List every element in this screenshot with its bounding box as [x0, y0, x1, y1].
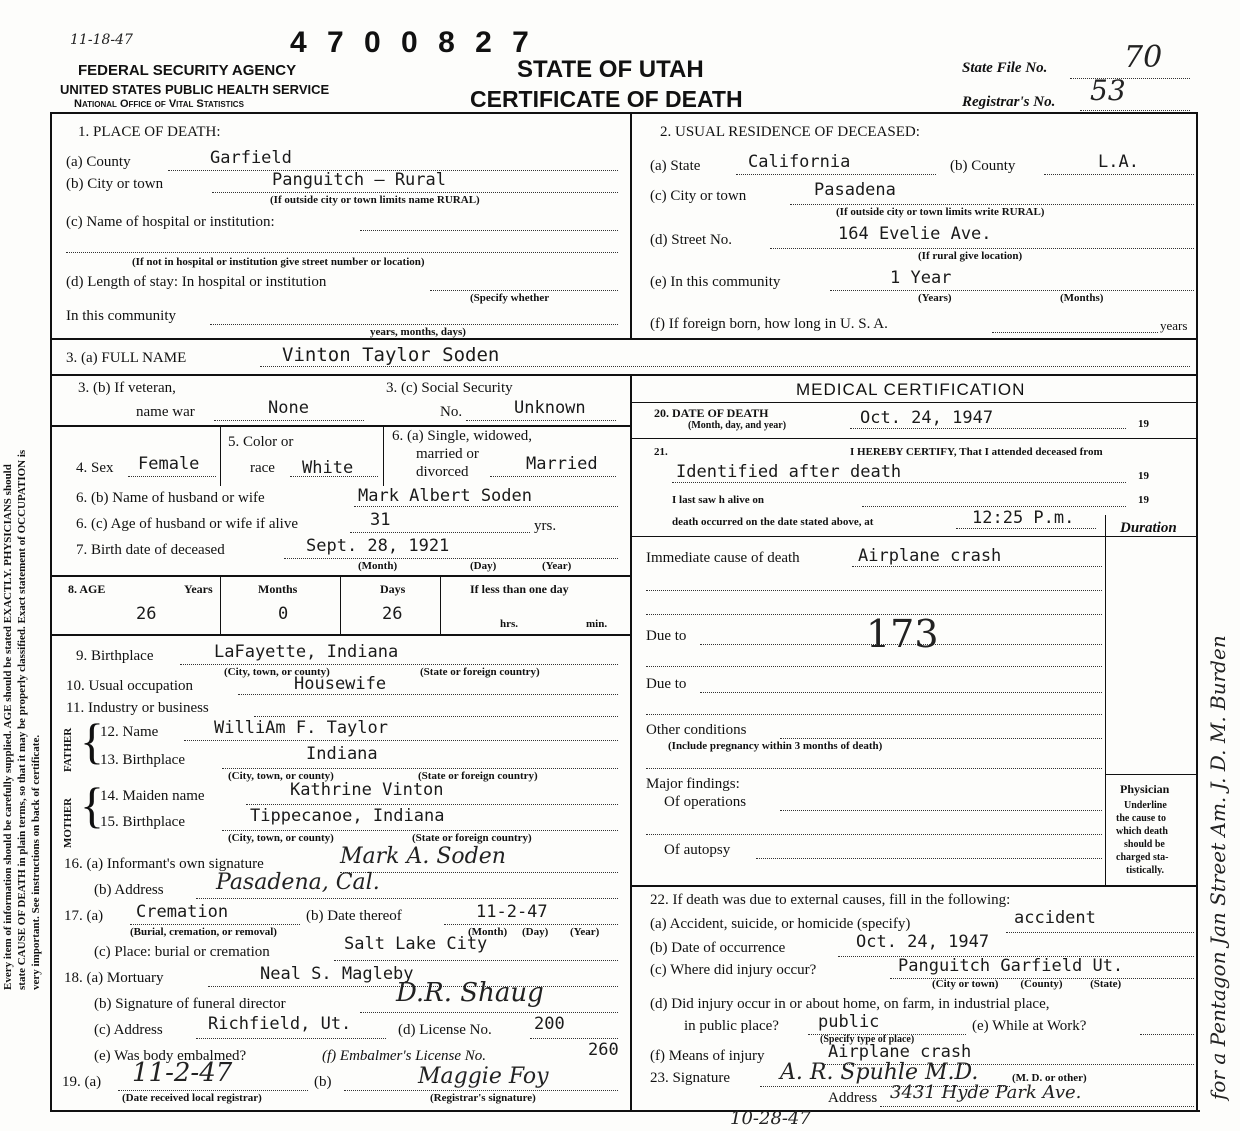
birthplace-label: 9. Birthplace [76, 648, 154, 664]
rule-age3 [440, 576, 441, 634]
rule-age1 [220, 576, 221, 634]
margin-instructions-2: state CAUSE OF DEATH in plain terms, so that it may be properly classified. Exact statement of OCCUPATION is [16, 449, 28, 990]
mother-birthplace-line [222, 830, 618, 831]
age-days-label: Days [380, 582, 406, 596]
hospital-line [360, 230, 618, 231]
father-side-label: FATHER [62, 727, 74, 772]
father-bp-city-note: (City, town, or county) [228, 770, 334, 782]
home-label: (d) Did injury occur in or about home, on farm, in industrial place, [650, 996, 1050, 1012]
medical-certification-title: MEDICAL CERTIFICATION [796, 380, 1026, 399]
hospital-label: (c) Name of hospital or institution: [66, 214, 275, 230]
mortuary-address-value: Richfield, Ut. [208, 1014, 352, 1034]
marital-label: 6. (a) Single, widowed, [392, 428, 532, 444]
age-years-label: Years [184, 582, 213, 596]
operations-line-2 [646, 834, 1102, 835]
last-saw-19: 19 [1138, 494, 1149, 506]
state-file-number: 70 [1124, 40, 1163, 75]
full-name-value: Vinton Taylor Soden [282, 344, 500, 366]
burial-value: Cremation [136, 902, 229, 922]
means-label: (f) Means of injury [650, 1048, 765, 1064]
father-birthplace-label: 13. Birthplace [100, 752, 185, 768]
city-line [212, 192, 618, 193]
rule-phys [1105, 774, 1198, 775]
maiden-name-value: Kathrine Vinton [290, 780, 444, 800]
accident-value: accident [1014, 908, 1096, 928]
full-name-line [260, 366, 1190, 367]
birth-year-note: (Year) [542, 560, 572, 572]
spouse-age-line [350, 532, 530, 533]
mortuary-label: 18. (a) Mortuary [64, 970, 164, 986]
marital-label-2: married or [416, 446, 479, 462]
due-to-label-1: Due to [646, 628, 687, 644]
physician-address-line [880, 1106, 1194, 1107]
physician-label: Physician [1120, 782, 1170, 796]
informant-address-line [196, 898, 618, 899]
mother-side-label: MOTHER [62, 797, 74, 848]
physician-signature: A. R. Spuhle M.D. [780, 1060, 979, 1085]
license-line [530, 1038, 618, 1039]
spouse-label: 6. (b) Name of husband or wife [76, 490, 265, 506]
rule-5-6 [383, 426, 384, 486]
immediate-cause-value: Airplane crash [858, 546, 1002, 566]
mother-bp-city-note: (City, town, or county) [228, 832, 334, 844]
res-street-value: 164 Evelie Ave. [838, 224, 992, 244]
burial-note: (Burial, cremation, or removal) [130, 926, 277, 938]
rule-3 [50, 425, 630, 427]
rule-22 [632, 885, 1198, 887]
place-line [334, 960, 618, 961]
state-file-line [1070, 78, 1190, 79]
service-name: UNITED STATES PUBLIC HEALTH SERVICE [60, 82, 330, 97]
document-title: CERTIFICATE OF DEATH [470, 86, 743, 112]
director-signature: D.R. Shaug [396, 978, 544, 1008]
rule-4-5 [220, 426, 221, 486]
res-state-label: (a) State [650, 158, 701, 174]
rule-duration [1105, 515, 1106, 885]
other-conditions-line [780, 738, 1102, 739]
where-value: Panguitch Garfield Ut. [898, 956, 1124, 976]
age-min: min. [586, 618, 608, 630]
registrar-signature: Maggie Foy [418, 1064, 549, 1089]
death-date-label: 20. DATE OF DEATH [654, 406, 769, 420]
community-line [210, 324, 618, 325]
ss-no-label: No. [440, 404, 463, 420]
marital-value: Married [526, 454, 598, 474]
means-value: Airplane crash [828, 1042, 972, 1062]
father-brace: { [80, 713, 104, 769]
signature-label: 23. Signature [650, 1070, 730, 1086]
birth-day-note: (Day) [470, 560, 497, 572]
father-name-label: 12. Name [100, 724, 159, 740]
operations-label: Of operations [664, 794, 747, 810]
registrar-number: 53 [1090, 74, 1126, 107]
registrar-label: Registrar's No. [962, 94, 1056, 110]
full-name-label: 3. (a) FULL NAME [66, 350, 187, 366]
frame-left [50, 112, 52, 1112]
director-label: (b) Signature of funeral director [94, 996, 286, 1012]
birth-date-line [284, 558, 618, 559]
bottom-date-note: 10-28-47 [730, 1108, 811, 1129]
city-value: Panguitch — Rural [272, 170, 446, 190]
birthplace-line [180, 664, 618, 665]
mother-birthplace-label: 15. Birthplace [100, 814, 185, 830]
race-value: White [302, 458, 354, 478]
registrar-line [1080, 110, 1190, 111]
res-community-label: (e) In this community [650, 274, 781, 290]
registrar-sig-line [344, 1090, 618, 1091]
occurrence-label: (b) Date of occurrence [650, 940, 786, 956]
res-city-note: (If outside city or town limits write RURAL) [836, 206, 1045, 218]
county-label: (a) County [66, 154, 131, 170]
res-county-label: (b) County [950, 158, 1016, 174]
major-findings-label: Major findings: [646, 776, 740, 792]
registrar-sig-note: (Registrar's signature) [430, 1092, 536, 1104]
res-state-line [736, 174, 936, 175]
occurred-line [956, 528, 1096, 529]
color-label: 5. Color or [228, 434, 294, 450]
industry-line [254, 716, 618, 717]
marital-line [490, 476, 616, 477]
embalmer-license-value: 260 [588, 1040, 619, 1060]
informant-label: 16. (a) Informant's own signature [64, 856, 264, 872]
date-thereof-year: (Year) [570, 926, 600, 938]
maiden-name-line [246, 804, 618, 805]
license-label: (d) License No. [398, 1022, 492, 1038]
informant-address-label: (b) Address [94, 882, 164, 898]
sex-line [128, 476, 216, 477]
foreign-born-line [992, 332, 1158, 333]
ss-line [466, 420, 616, 421]
office-name: National Office of Vital Statistics [74, 98, 244, 110]
age-months-label: Months [258, 582, 298, 596]
cause-line-2 [646, 590, 1102, 591]
immediate-cause-label: Immediate cause of death [646, 550, 800, 566]
war-label: name war [136, 404, 195, 420]
rule-21 [632, 536, 1198, 537]
burial-label: 17. (a) [64, 908, 104, 924]
physician-note-5: charged sta- [1116, 852, 1169, 863]
due-to-line-2b [646, 714, 1102, 715]
section-21: 21. [654, 446, 668, 458]
mortuary-address-line [196, 1038, 386, 1039]
physician-address-label: Address [828, 1090, 878, 1106]
res-years-note: (Years) [918, 292, 952, 304]
social-security-label: 3. (c) Social Security [386, 380, 513, 396]
hospital-note: (If not in hospital or institution give street number or location) [132, 256, 425, 268]
res-city-line [790, 204, 1194, 205]
physician-note-2: the cause to [1116, 813, 1166, 824]
industry-label: 11. Industry or business [66, 700, 209, 716]
due-to-label-2: Due to [646, 676, 687, 692]
informant-signature: Mark A. Soden [340, 844, 506, 869]
public-label: in public place? [684, 1018, 779, 1034]
res-street-label: (d) Street No. [650, 232, 733, 248]
date-thereof-day: (Day) [522, 926, 549, 938]
stay-label: (d) Length of stay: In hospital or institution [66, 274, 327, 290]
death-date-note: (Month, day, and year) [688, 420, 787, 431]
community-years-note: years, months, days) [370, 326, 466, 338]
res-street-line [770, 248, 1194, 249]
hospital-line-2 [66, 252, 618, 253]
death-date-19: 19 [1138, 418, 1149, 430]
immediate-cause-line [852, 566, 1102, 567]
section-residence: 2. USUAL RESIDENCE OF DECEASED: [660, 124, 920, 140]
margin-instructions-1: Every item of information should be carefully supplied. AGE should be stated EXACTLY. PHYSICIANS should [2, 464, 14, 990]
stay-note: (Specify whether [470, 292, 550, 304]
agency-name: FEDERAL SECURITY AGENCY [78, 62, 297, 79]
certificate-number: 4 7 0 0 8 2 7 [290, 26, 535, 59]
birth-date-label: 7. Birth date of deceased [76, 542, 225, 558]
occurred-label: death occurred on the date stated above, at [672, 516, 874, 528]
due-to-line-1b [646, 666, 1102, 667]
autopsy-label: Of autopsy [664, 842, 731, 858]
md-note: (M. D. or other) [1012, 1072, 1087, 1084]
spouse-value: Mark Albert Soden [358, 486, 532, 506]
divider-top [630, 112, 632, 340]
rule-med [632, 402, 1198, 403]
mother-birthplace-value: Tippecanoe, Indiana [250, 806, 445, 826]
sex-value: Female [138, 454, 200, 474]
rule-age2 [340, 576, 341, 634]
frame-bottom [50, 1110, 1200, 1112]
operations-line [780, 810, 1102, 811]
city-note: (If outside city or town limits name RURAL) [270, 194, 480, 206]
sex-label: 4. Sex [76, 460, 114, 476]
mortuary-value: Neal S. Magleby [260, 964, 414, 984]
rule-20 [632, 438, 1198, 439]
date-thereof-label: (b) Date thereof [306, 908, 402, 924]
city-label: (b) City or town [66, 176, 164, 192]
state-file-label: State File No. [962, 60, 1048, 76]
at-work-line [1140, 1034, 1194, 1035]
res-county-line [1044, 174, 1194, 175]
public-type-note: (Specify type of place) [820, 1034, 915, 1045]
death-time-value: 12:25 P.m. [972, 508, 1075, 528]
war-value: None [268, 398, 309, 418]
at-work-label: (e) While at Work? [972, 1018, 1087, 1034]
physician-note-6: tistically. [1126, 865, 1165, 876]
burial-line [130, 924, 300, 925]
place-value: Salt Lake City [344, 934, 488, 954]
mother-brace: { [80, 777, 104, 833]
received-note: (Date received local registrar) [122, 1092, 262, 1104]
veteran-label: 3. (b) If veteran, [78, 380, 176, 396]
identified-value: Identified after death [676, 462, 902, 482]
res-state-value: California [748, 152, 851, 172]
res-community-value: 1 Year [890, 268, 952, 288]
identified-line [672, 482, 1126, 483]
foreign-born-label: (f) If foreign born, how long in U. S. A. [650, 316, 888, 332]
informant-line [340, 872, 618, 873]
birthplace-state-note: (State or foreign country) [420, 666, 540, 678]
due-to-line-2 [700, 692, 1102, 693]
age-hrs: hrs. [500, 618, 519, 630]
community-label: In this community [66, 308, 176, 324]
divider-main [630, 374, 632, 1110]
res-city-label: (c) City or town [650, 188, 747, 204]
foreign-born-years: years [1160, 318, 1188, 333]
license-value: 200 [534, 1014, 565, 1034]
other-conditions-note: (Include pregnancy within 3 months of death) [668, 740, 883, 752]
age-years-value: 26 [136, 604, 157, 624]
physician-address: 3431 Hyde Park Ave. [890, 1082, 1082, 1103]
war-line [214, 420, 364, 421]
date-thereof-month: (Month) [468, 926, 508, 938]
age-label: 8. AGE [68, 582, 106, 596]
marital-label-3: divorced [416, 464, 469, 480]
res-street-note: (If rural give location) [918, 250, 1023, 262]
place-label: (c) Place: burial or cremation [94, 944, 270, 960]
public-value: public [818, 1012, 880, 1032]
county-value: Garfield [210, 148, 292, 168]
autopsy-line [756, 858, 1102, 859]
right-margin-note: for a Pentagon Jan Street Am. J. D. M. Burden [1206, 635, 1230, 1100]
stay-line [430, 290, 618, 291]
death-date-line [850, 428, 1126, 429]
duration-label: Duration [1120, 520, 1177, 536]
margin-instructions-3: very important. See instructions on back of certificate. [30, 734, 42, 990]
received-line [118, 1090, 308, 1091]
res-city-value: Pasadena [814, 180, 896, 200]
received-label: 19. (a) [62, 1074, 102, 1090]
external-causes-label: 22. If death was due to external causes, fill in the following: [650, 892, 1011, 908]
age-months-value: 0 [278, 604, 289, 624]
physician-note-1: Underline [1124, 800, 1167, 811]
father-birthplace-value: Indiana [306, 744, 378, 764]
father-bp-state-note: (State or foreign country) [418, 770, 538, 782]
ss-value: Unknown [514, 398, 586, 418]
registrar-sig-label: (b) [314, 1074, 332, 1090]
age-days-value: 26 [382, 604, 403, 624]
last-saw-line [862, 506, 1126, 507]
age-less-day-label: If less than one day [470, 582, 569, 596]
birth-month-note: (Month) [358, 560, 398, 572]
received-date: 11-2-47 [132, 1058, 233, 1088]
rule-8-bottom [50, 634, 630, 636]
where-label: (c) Where did injury occur? [650, 962, 817, 978]
date-thereof-line [444, 924, 618, 925]
rule-name-bottom [50, 374, 1198, 376]
occupation-line [238, 694, 618, 695]
birthplace-city-note: (City, town, or county) [224, 666, 330, 678]
maiden-name-label: 14. Maiden name [100, 788, 205, 804]
res-county-value: L.A. [1098, 152, 1139, 172]
occupation-value: Housewife [294, 674, 387, 694]
frame-right [1196, 112, 1198, 1112]
res-community-line [830, 290, 1194, 291]
physician-note-4: should be [1124, 839, 1165, 850]
mother-bp-state-note: (State or foreign country) [412, 832, 532, 844]
where-notes: (City or town) (County) (State) [932, 978, 1122, 990]
race-label: race [250, 460, 275, 476]
director-line [360, 1012, 618, 1013]
other-conditions-label: Other conditions [646, 722, 747, 738]
birthplace-value: LaFayette, Indiana [214, 642, 399, 662]
father-name-value: WilliAm F. Taylor [214, 718, 388, 738]
certify-text: I HEREBY CERTIFY, That I attended deceased from [850, 446, 1103, 458]
spouse-age-yrs: yrs. [534, 518, 557, 534]
father-name-line [184, 740, 618, 741]
spouse-age-value: 31 [370, 510, 391, 530]
death-date-value: Oct. 24, 1947 [860, 408, 994, 428]
rule-name-top [50, 338, 1198, 340]
accident-line [1006, 932, 1194, 933]
physician-note-3: which death [1116, 826, 1168, 837]
spouse-line [354, 506, 618, 507]
occupation-label: 10. Usual occupation [66, 678, 194, 694]
section-place-of-death: 1. PLACE OF DEATH: [78, 124, 221, 140]
res-months-note: (Months) [1060, 292, 1104, 304]
other-conditions-line-2 [646, 768, 1102, 769]
spouse-age-label: 6. (c) Age of husband or wife if alive [76, 516, 299, 532]
last-saw-label: I last saw h alive on [672, 494, 764, 506]
embalmer-license-label: (f) Embalmer's License No. [322, 1048, 487, 1064]
due-to-code: 173 [866, 612, 939, 656]
occurrence-value: Oct. 24, 1947 [856, 932, 990, 952]
informant-address: Pasadena, Cal. [216, 870, 380, 895]
birth-date-value: Sept. 28, 1921 [306, 536, 450, 556]
father-birthplace-line [222, 768, 618, 769]
mortuary-address-label: (c) Address [94, 1022, 163, 1038]
embalmed-label: (e) Was body embalmed? [94, 1048, 247, 1064]
corner-note: 11-18-47 [70, 32, 133, 48]
state-title: STATE OF UTAH [517, 56, 704, 83]
accident-label: (a) Accident, suicide, or homicide (specify) [650, 916, 911, 932]
identified-19: 19 [1138, 470, 1149, 482]
date-thereof-value: 11-2-47 [476, 902, 548, 922]
